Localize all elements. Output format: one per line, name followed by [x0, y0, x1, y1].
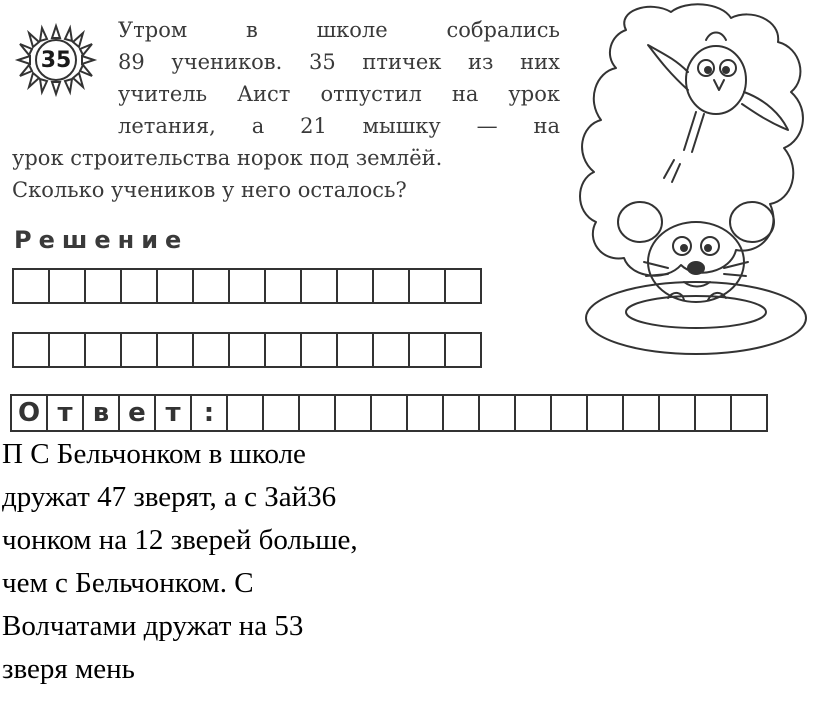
answer-cell[interactable]: [514, 394, 552, 432]
answer-cell[interactable]: [586, 394, 624, 432]
solution-cell[interactable]: [156, 268, 194, 304]
solution-cell[interactable]: [264, 268, 302, 304]
answer-cell[interactable]: [226, 394, 264, 432]
solution-cell[interactable]: [336, 332, 374, 368]
solution-cell[interactable]: [120, 268, 158, 304]
answer-cell[interactable]: [550, 394, 588, 432]
answer-cell[interactable]: [298, 394, 336, 432]
answer-cell[interactable]: [730, 394, 768, 432]
next-problem-line-4: чем с Бельчонком. С: [2, 567, 254, 599]
answer-label-letter: е: [118, 394, 156, 432]
answer-label-letter: т: [46, 394, 84, 432]
solution-cell[interactable]: [444, 332, 482, 368]
problem-line-3: учитель Аист отпустил на урок: [118, 82, 560, 106]
problem-line-5: урок строительства норок под землёй.: [12, 146, 443, 170]
solution-cell[interactable]: [444, 268, 482, 304]
bird-and-mouse-illustration: [556, 0, 816, 360]
problem-line-1: Утром в школе собрались: [118, 18, 560, 42]
next-problem-line-2: дружат 47 зверят, а с Зай36: [2, 481, 337, 513]
answer-label-letter: :: [190, 394, 228, 432]
answer-cell[interactable]: [334, 394, 372, 432]
solution-cell[interactable]: [48, 268, 86, 304]
solution-cell[interactable]: [300, 332, 338, 368]
next-problem-line-3: чонком на 12 зверей больше,: [2, 524, 358, 556]
solution-cell[interactable]: [336, 268, 374, 304]
solution-cell[interactable]: [48, 332, 86, 368]
solution-grid-row-1: [12, 268, 480, 304]
next-problem-line-1: П С Бельчонком в школе: [2, 438, 306, 470]
answer-row: [10, 394, 766, 432]
solution-cell[interactable]: [192, 268, 230, 304]
answer-cell[interactable]: [406, 394, 444, 432]
solution-cell[interactable]: [228, 268, 266, 304]
answer-cell[interactable]: [658, 394, 696, 432]
answer-cell[interactable]: [262, 394, 300, 432]
solution-cell[interactable]: [84, 332, 122, 368]
answer-cell[interactable]: [622, 394, 660, 432]
solution-cell[interactable]: [408, 332, 446, 368]
solution-cell[interactable]: [12, 268, 50, 304]
answer-cell[interactable]: [478, 394, 516, 432]
solution-cell[interactable]: [372, 332, 410, 368]
solution-cell[interactable]: [192, 332, 230, 368]
cloud-illustration-icon: [556, 0, 816, 360]
answer-cell[interactable]: [694, 394, 732, 432]
solution-cell[interactable]: [372, 268, 410, 304]
next-problem-line-6: зверя мень: [2, 653, 135, 685]
solution-grid-row-2: [12, 332, 480, 368]
solution-cell[interactable]: [156, 332, 194, 368]
solution-cell[interactable]: [264, 332, 302, 368]
next-problem-text: [2, 433, 462, 691]
solution-cell[interactable]: [300, 268, 338, 304]
answer-label-letter: О: [10, 394, 48, 432]
next-problem-line-5: Волчатами дружат на 53: [2, 610, 304, 642]
solution-cell[interactable]: [84, 268, 122, 304]
answer-label-letter: в: [82, 394, 120, 432]
solution-label: Решение: [14, 226, 189, 254]
solution-cell[interactable]: [228, 332, 266, 368]
problem-number-badge: [12, 22, 100, 98]
solution-cell[interactable]: [120, 332, 158, 368]
problem-line-4: летания, а 21 мышку — на: [118, 114, 560, 138]
problem-line-2: 89 учеников. 35 птичек из них: [118, 50, 560, 74]
answer-cell[interactable]: [442, 394, 480, 432]
problem-number: 35: [40, 47, 72, 73]
problem-line-6: Сколько учеников у него осталось?: [12, 178, 407, 202]
solution-cell[interactable]: [12, 332, 50, 368]
solution-cell[interactable]: [408, 268, 446, 304]
answer-label-letter: т: [154, 394, 192, 432]
answer-cell[interactable]: [370, 394, 408, 432]
